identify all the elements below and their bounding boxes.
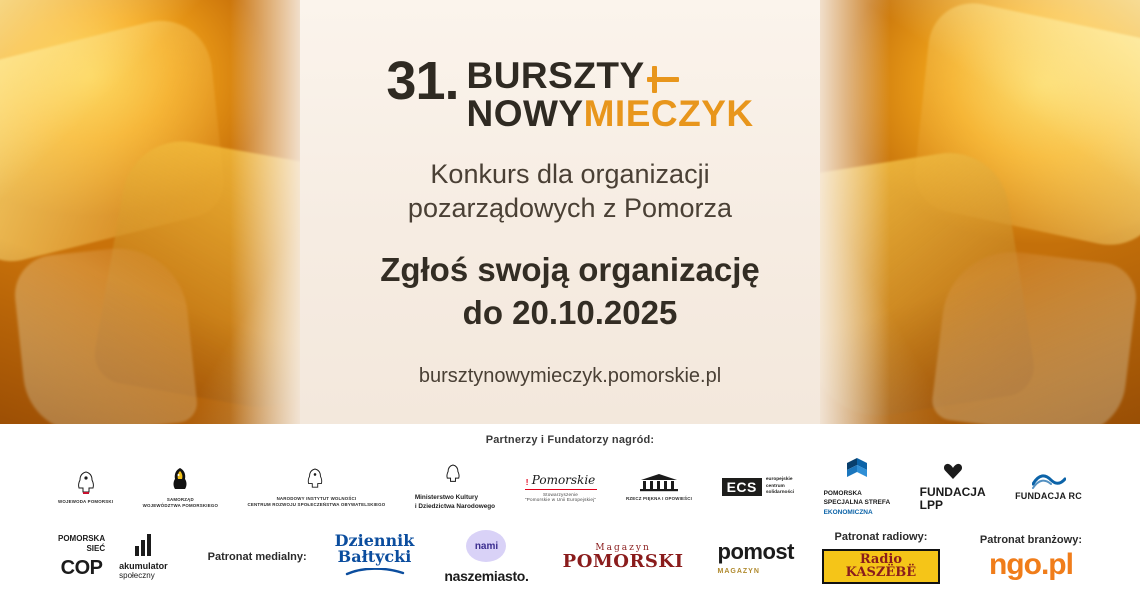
- logo-wojewoda-label: WOJEWODA POMORSKI: [58, 498, 114, 504]
- cop-line-1: POMORSKA: [58, 534, 106, 544]
- logo-burszty-text: BURSZTY: [466, 55, 645, 96]
- hero-content: [300, 0, 840, 424]
- event-logo: [300, 0, 840, 133]
- media-logos-row: [0, 524, 1140, 590]
- logo-wojewoda-pomorski[interactable]: [58, 470, 113, 505]
- lpp-text: [920, 486, 986, 511]
- logo-pomost[interactable]: [718, 539, 794, 575]
- logo-fundacja-lpp[interactable]: [920, 462, 986, 511]
- pomost-label: pomost: [717, 539, 794, 564]
- media-patronage-label: Patronat medialny:: [207, 551, 307, 563]
- logo-pomorska-specjalna-strefa-ekonomiczna[interactable]: [824, 457, 891, 516]
- logo-mkidn-line-2: i Dziedzictwa Narodowego: [414, 502, 496, 510]
- logo-naszemiasto[interactable]: [444, 530, 528, 584]
- logo-mkidn-text: [415, 494, 495, 511]
- logo-muzeum-label: RZECZ PIĘKNA I OPOWIEŚCI: [625, 495, 693, 501]
- lpp-line-2: LPP: [919, 498, 943, 512]
- plus-icon: [647, 65, 681, 91]
- akumulator-line-1: akumulator: [119, 560, 168, 571]
- cop-big-text: COP: [60, 556, 103, 579]
- logo-ministerstwo-kultury[interactable]: [415, 463, 495, 511]
- logo-pomorskie-word: Pomorskie: [531, 472, 596, 487]
- dziennik-line-2: Bałtycki: [337, 547, 412, 566]
- exclamation-icon: !: [525, 477, 529, 487]
- logo-line-1: [466, 55, 680, 96]
- museum-building-icon: [637, 473, 681, 493]
- logo-narodowy-instytut-wolnosci[interactable]: [248, 467, 386, 507]
- ecs-side-text: [766, 477, 794, 496]
- amber-image-right: [820, 0, 1140, 424]
- psse-line-1: POMORSKA: [823, 490, 862, 498]
- headline-line-1: Zgłoś swoją organizację: [380, 250, 760, 288]
- mkidn-eagle-icon: [444, 463, 466, 489]
- wave-icon: [1032, 473, 1066, 489]
- logo-dziennik-baltycki[interactable]: [334, 530, 415, 582]
- logo-pomorskie-divider: [525, 489, 597, 490]
- logo-ecs[interactable]: [722, 477, 795, 496]
- lpp-line-1: FUNDACJA: [919, 485, 986, 500]
- magazyn-line-1: Magazyn: [595, 542, 651, 553]
- niw-eagle-icon: [305, 467, 327, 493]
- subtitle-line-1: Konkurs dla organizacji: [430, 158, 710, 189]
- psse-mark-icon: [845, 457, 869, 483]
- ecs-lockup: [722, 477, 795, 496]
- subtitle-line-2: pozarządowych z Pomorza: [407, 193, 733, 224]
- logo-pomorskie-sub-1: Stowarzyszenie: [543, 491, 579, 497]
- ecs-side-line-1: europejskie: [765, 477, 793, 483]
- logo-pomorskie-w-unii-europejskiej[interactable]: [525, 473, 597, 502]
- psse-line-2: SPECJALNA STREFA: [823, 499, 891, 507]
- kaszebe-label: Radio KASZËBË: [845, 551, 917, 580]
- industry-patronage-group: [980, 534, 1082, 580]
- ecs-side-line-2: centrum: [765, 483, 785, 489]
- logo-fundacja-rc[interactable]: [1015, 473, 1082, 501]
- frc-label: FUNDACJA RC: [1015, 491, 1082, 501]
- heart-icon: [943, 462, 963, 480]
- headline: [300, 248, 840, 335]
- industry-patronage-label: Patronat branżowy:: [979, 534, 1082, 546]
- footer-section: [0, 424, 1140, 596]
- partner-logos-row: [0, 452, 1140, 522]
- ecs-box-label: ECS: [722, 478, 762, 496]
- edition-number: 31.: [386, 51, 459, 111]
- psse-text: [824, 489, 891, 516]
- eagle-emblem-icon: [75, 470, 97, 496]
- logo-niw-label-1: NARODOWY INSTYTUT WOLNOŚCI: [276, 496, 357, 501]
- logo-samorzad-label-2: WOJEWÓDZTWA POMORSKIEGO: [142, 502, 219, 508]
- logo-ngo-pl[interactable]: ngo.pl: [988, 548, 1073, 581]
- logo-nowy-text: NOWY: [466, 93, 584, 135]
- logo-radio-kaszebe[interactable]: [822, 549, 940, 584]
- battery-bars-icon: [135, 534, 151, 556]
- logo-akumulator-spoleczny[interactable]: [119, 534, 168, 581]
- ecs-side-line-3: solidarności: [765, 490, 795, 496]
- headline-line-2: do 20.10.2025: [462, 294, 678, 332]
- logo-muzeum-piesni-i-opowiesci[interactable]: [626, 473, 692, 502]
- akumulator-line-2: społeczny: [119, 571, 155, 581]
- logo-samorzad-label-1: SAMORZĄD: [166, 497, 194, 502]
- logo-mkidn-line-1: Ministerstwo Kultury: [414, 493, 479, 501]
- logo-mieczyk-text: MIECZYK: [583, 93, 754, 135]
- subtitle: [300, 157, 840, 226]
- logo-niw-label-2: CENTRUM ROZWOJU SPOŁECZEŃSTWA OBYWATELSKIEGO: [247, 501, 386, 507]
- logo-wordmark: [466, 54, 753, 133]
- website-link[interactable]: bursztynowymieczyk.pomorskie.pl: [418, 364, 722, 387]
- logo-pomorskie-sub-2: "Pomorskie w Unii Europejskiej": [524, 496, 597, 502]
- logo-magazyn-pomorski[interactable]: [563, 543, 684, 572]
- partners-title: Partnerzy i Fundatorzy nagród:: [485, 434, 655, 446]
- swoosh-icon: [345, 563, 405, 581]
- pomost-sub: MAGAZYN: [717, 568, 760, 575]
- radio-patronage-group: [822, 531, 940, 584]
- amber-image-left: [0, 0, 300, 424]
- naszemiasto-label: naszemiasto.: [444, 568, 529, 584]
- dziennik-line-1: Dziennik: [334, 530, 415, 550]
- cop-line-2: SIEĆ: [86, 543, 106, 553]
- radio-patronage-label: Patronat radiowy:: [834, 530, 928, 543]
- nami-bubble-icon: nami: [466, 530, 506, 562]
- griffin-emblem-icon: [168, 466, 192, 494]
- akumulator-text: [119, 561, 168, 581]
- magazyn-line-2: POMORSKI: [562, 550, 684, 572]
- psse-line-3: EKONOMICZNA: [823, 508, 873, 516]
- logo-line-2: [466, 93, 754, 135]
- logo-pomorska-siec-cop[interactable]: [58, 534, 105, 579]
- cop-small-text: [58, 534, 105, 552]
- logo-samorzad-wojewodztwa[interactable]: [143, 466, 218, 508]
